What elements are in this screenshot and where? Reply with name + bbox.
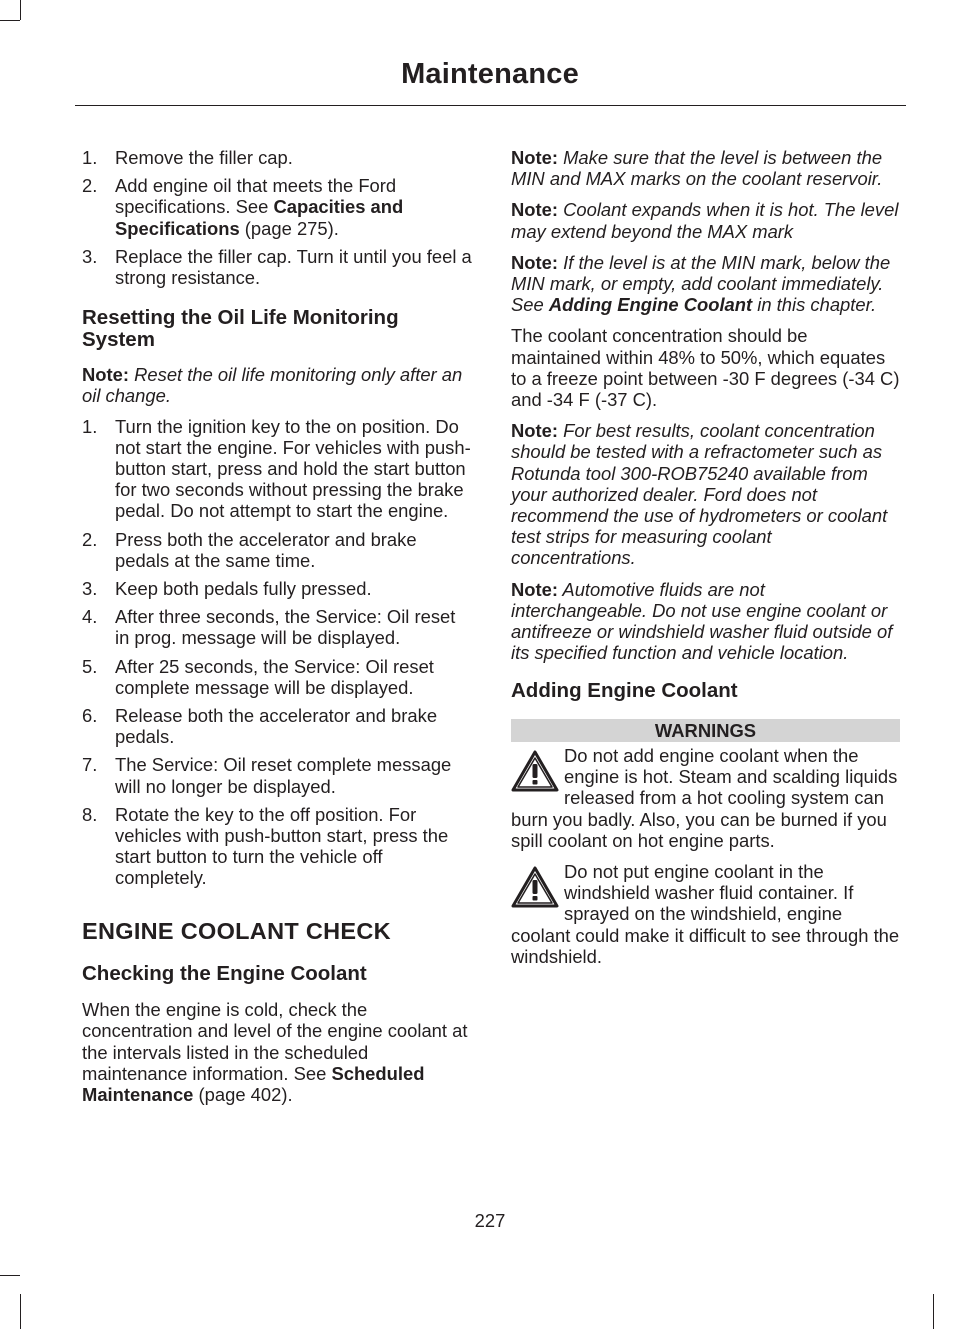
right-column <box>511 147 900 977</box>
list-item: 3. Keep both pedals fully pressed. <box>82 578 372 600</box>
check-heading: Checking the Engine Coolant <box>82 961 367 985</box>
note-expansion: Note: Coolant expands when it is hot. The level may extend beyond the MAX mark <box>511 199 899 242</box>
reset-steps-list <box>82 416 472 889</box>
list-item: 4. After three seconds, the Service: Oil reset in prog. message will be displayed. <box>82 606 456 649</box>
reset-heading: Resetting the Oil Life Monitoring System <box>82 306 399 351</box>
warning-triangle-icon <box>511 865 559 909</box>
warning-washer-container: Do not put engine coolant in the windshield washer fluid container. If sprayed on the windshield, engine coolant could make it difficult to see through the windshield. <box>511 860 900 967</box>
check-paragraph: When the engine is cold, check the concentration and level of the engine coolant at the intervals listed in the scheduled maintenance information. See Scheduled Maintenance (page 402). <box>82 999 468 1105</box>
filler-steps-list <box>82 147 472 288</box>
crop-mark-bottom-left-h <box>0 1275 20 1276</box>
cross-reference-link[interactable]: Scheduled Maintenance <box>82 1062 425 1105</box>
list-item: 7. The Service: Oil reset complete message will no longer be displayed. <box>82 754 452 797</box>
cross-reference-link[interactable]: Capacities and Specifications <box>115 196 404 239</box>
list-item: 3. Replace the filler cap. Turn it until you feel a strong resistance. <box>82 245 472 289</box>
list-item: 8. Rotate the key to the off position. For vehicles with push-button start, press the start button to turn the vehicle off completely. <box>82 803 449 889</box>
crop-mark-top-left <box>20 0 21 20</box>
note-refractometer: Note: For best results, coolant concentration should be tested with a refractometer such as Rotunda tool 300-ROB75240 available from your authorized dealer. Ford does not recommend the use of hydrometers or coolant test strips for measuring coolant concentrations. <box>511 420 888 569</box>
cross-reference-link[interactable]: Adding Engine Coolant <box>548 294 753 316</box>
crop-mark-bottom-left <box>20 1294 21 1329</box>
list-item: 1. Remove the filler cap. <box>82 147 293 168</box>
concentration-paragraph: The coolant concentration should be maintained within 48% to 50%, which equates to a freeze point between -30 F degrees (-34 C) and -34 F (-37 C). <box>511 325 900 411</box>
page-number: 227 <box>474 1210 506 1231</box>
list-item: 2. Add engine oil that meets the Ford specifications. See Capacities and Specifications (page 275). <box>82 175 404 239</box>
adding-coolant-heading: Adding Engine Coolant <box>511 679 738 703</box>
warnings-header: WARNINGS <box>511 719 900 742</box>
warning-triangle-icon <box>511 749 559 793</box>
note-fluids: Note: Automotive fluids are not interchangeable. Do not use engine coolant or antifreeze or windshield washer fluid outside of its specified function and vehicle location. <box>511 578 893 664</box>
warning-hot-engine: Do not add engine coolant when the engine is hot. Steam and scalding liquids released from a hot cooling system can burn you badly. Also, you can be burned if you spill coolant on hot engine parts. <box>511 744 898 851</box>
crop-mark-bottom-right <box>933 1294 934 1329</box>
note-min-mark: Note: If the level is at the MIN mark, below the MIN mark, or empty, add coolant immediately. See Adding Engine Coolant in this chapter. <box>511 251 891 316</box>
reset-note: Note: Reset the oil life monitoring only after an oil change. <box>82 364 463 407</box>
list-item: 1. Turn the ignition key to the on position. Do not start the engine. For vehicles with push-button start, press and hold the start button for two seconds without pressing the brake pedal. Do not attempt to start the engine. <box>82 415 471 522</box>
title-divider <box>75 105 906 106</box>
list-item: 5. After 25 seconds, the Service: Oil reset complete message will be displayed. <box>82 655 434 698</box>
section-heading: ENGINE COOLANT CHECK <box>82 917 391 944</box>
note-level: Note: Make sure that the level is between the MIN and MAX marks on the coolant reservoir. <box>511 147 883 190</box>
list-item: 2. Press both the accelerator and brake pedals at the same time. <box>82 528 417 571</box>
page-title: Maintenance <box>401 58 579 90</box>
crop-mark-top-left-h <box>0 20 20 21</box>
left-column <box>82 147 472 1115</box>
list-item: 6. Release both the accelerator and brake pedals. <box>82 705 438 748</box>
